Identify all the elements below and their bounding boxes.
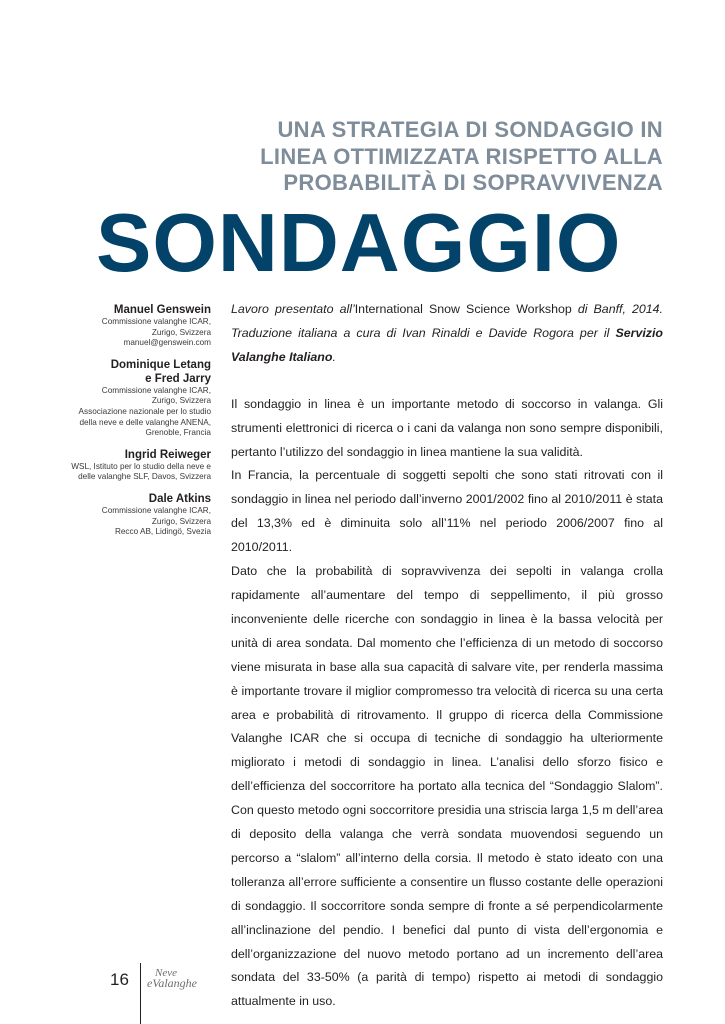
body-paragraph: In Francia, la percentuale di soggetti sepolti che sono stati ritrovati con il sondaggio in linea nel periodo dall’inverno 2001/2002 fino al 2010/2011 è stata del 13,3% ed è diminuita solo all’11% nel periodo 2006/2007 fino al 2010/2011. <box>231 468 663 555</box>
author-email: manuel@genswein.com <box>123 338 211 348</box>
author-entry <box>31 358 211 439</box>
author-affiliation: delle valanghe SLF, Davos, Svizzera <box>78 472 211 482</box>
intro-text: . <box>332 349 336 364</box>
author-affiliation: Grenoble, Francia <box>145 428 211 438</box>
author-affiliation: Zurigo, Svizzera <box>151 396 211 406</box>
subtitle-line: PROBABILITÀ DI SOPRAVVIVENZA <box>283 170 663 195</box>
body-paragraph: Il sondaggio in linea è un importante metodo di soccorso in valanga. Gli strumenti elettronici di ricerca o i cani da valanga non sono sempre disponibili, pertanto l’utilizzo del sondaggio in linea mantiene la sua validità. <box>231 396 663 459</box>
author-affiliation: WSL, Istituto per lo studio della neve e <box>71 461 211 471</box>
author-entry <box>31 492 211 538</box>
intro-note <box>231 298 663 370</box>
author-affiliation: Recco AB, Lidingö, Svezia <box>114 527 211 537</box>
author-affiliation: Commissione valanghe ICAR, <box>101 505 211 515</box>
author-affiliation: Associazione nazionale per lo studio <box>78 406 211 416</box>
footer-divider <box>140 963 141 1024</box>
intro-workshop-name: International Snow Science Workshop <box>354 302 572 316</box>
intro-text: Lavoro presentato all’ <box>231 302 355 316</box>
intro-text: di Banff, 2014. Traduzione italiana a cura di Ivan Rinaldi e Davide Rogora per il <box>231 302 663 340</box>
article-body <box>231 298 663 1014</box>
magazine-logo <box>147 968 197 988</box>
author-entry <box>31 303 211 349</box>
author-affiliation: Zurigo, Svizzera <box>151 327 211 337</box>
author-name: Dale Atkins <box>148 492 211 505</box>
author-name: Manuel Genswein <box>113 304 211 316</box>
author-list <box>31 303 211 547</box>
author-affiliation: della neve e delle valanghe ANENA, <box>79 417 211 427</box>
page-number: 16 <box>110 970 129 989</box>
logo-line: eValanghe <box>147 976 197 990</box>
subtitle-line: UNA STRATEGIA DI SONDAGGIO IN <box>277 117 663 142</box>
article-title: SONDAGGIO <box>96 196 622 289</box>
body-paragraph: Dato che la probabilità di sopravvivenza dei sepolti in valanga crolla rapidamente all’aumentare del tempo di seppellimento, il più grosso inconveniente delle ricerche con sondaggio in linea è la bassa velocità per unità di area sondata. Dal momento che l’efficienza di un metodo di soccorso viene misurata in base alla sua capacità di salvare vite, per renderla massima è importante trovare il miglior compromesso tra velocità di ricerca su una certa area e probabilità di ritrovamento. Il gruppo di ricerca della Commissione Valanghe ICAR che si occupa di tecniche di sondaggio ha ulteriormente migliorato i metodi di sondaggio in linea. L’analisi dello sforzo fisico e dell’efficienza del soccorritore ha portato alla tecnica del “Sondaggio Slalom”. Con questo metodo ogni soccorritore presidia una striscia larga 1,5 m dell’area di deposito della valanga che verrà sondata muovendosi seguendo un percorso a “slalom” all’interno della corsia. Il metodo è stato ideato con una tolleranza all’errore sufficiente a consentire un flusso costante delle operazioni di sondaggio. Il soccorritore sonda sempre di fronte a sé perpendicolarmente all’inclinazione del pendio. I benefici dal punto di vista dell’ergonomia e dell’organizzazione del nuovo metodo portano ad un incremento dell’area sondata del 33-50% (a parità di tempo) rispetto ai metodi di sondaggio attualmente in uso. <box>231 564 663 1009</box>
subtitle-line: LINEA OTTIMIZZATA RISPETTO ALLA <box>260 143 663 169</box>
article-subtitle <box>103 117 663 197</box>
author-name: e Fred Jarry <box>145 372 211 385</box>
author-affiliation: Commissione valanghe ICAR, <box>101 385 211 395</box>
logo-line: Neve <box>155 967 177 979</box>
author-name: Ingrid Reiweger <box>124 448 211 461</box>
author-affiliation: Zurigo, Svizzera <box>151 516 211 526</box>
intro-organization: Servizio Valanghe Italiano <box>231 325 663 364</box>
author-affiliation: Commissione valanghe ICAR, <box>101 317 211 326</box>
author-name: Dominique Letang <box>110 358 211 371</box>
author-entry <box>31 448 211 483</box>
